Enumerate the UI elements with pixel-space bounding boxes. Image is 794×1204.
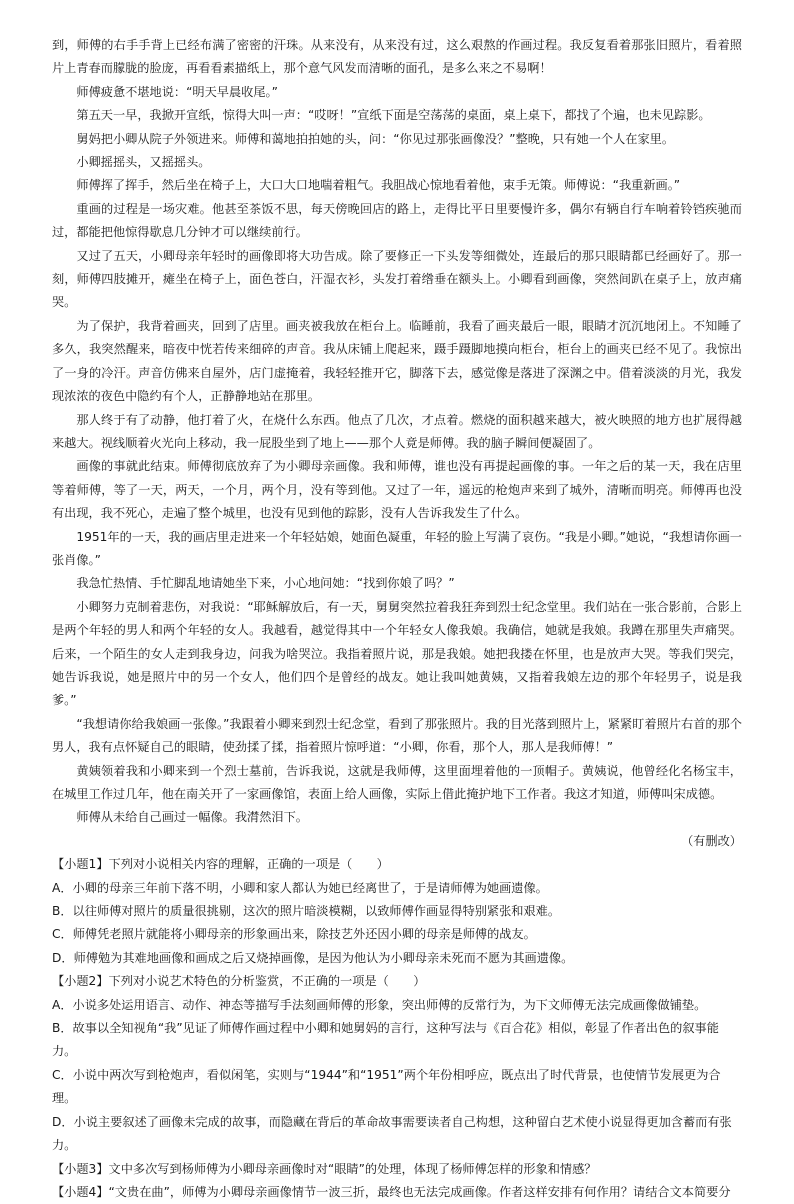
story-paragraph: 师傅疲惫不堪地说：“明天早晨收尾。” xyxy=(76,84,278,99)
question-block-1 xyxy=(52,853,742,970)
story-paragraph: 第五天一早，我掀开宣纸，惊得大叫一声：“哎呀！”宣纸下面是空荡荡的桌面，桌上桌下，都找了个遍，也未见踪影。 xyxy=(76,108,711,123)
question-option: C．小说中两次写到枪炮声，看似闲笔，实则与“1944”和“1951”两个年份相呼应，既点出了时代背景，也使情节发展更为合理。 xyxy=(52,1067,721,1106)
question-option: A．小卿的母亲三年前下落不明，小卿和家人都认为她已经离世了，于是请师傅为她画遗像。 xyxy=(52,880,548,895)
question-option: A．小说多处运用语言、动作、神态等描写手法刻画师傅的形象，突出师傅的反常行为，为下文师傅无法完成画像做铺垫。 xyxy=(52,997,707,1012)
question-option: B．以往师傅对照片的质量很挑剔，这次的照片暗淡模糊，以致师傅作画显得特别紧张和艰难。 xyxy=(52,904,561,919)
story-paragraph: 那人终于有了动静，他打着了火，在烧什么东西。他点了几次，才点着。燃烧的面积越来越大，被火映照的地方也扩展得越来越大。视线顺着火光向上移动，我一屁股坐到了地上——那个人竟是师傅。我的脑子瞬间便凝固了。 xyxy=(52,412,742,450)
question-block-3 xyxy=(52,1158,742,1181)
story-paragraph: 师傅从未给自己画过一幅像。我潸然泪下。 xyxy=(76,810,308,825)
story-paragraph: 黄姨领着我和小卿来到一个烈士墓前，告诉我说，这就是我师傅，这里面埋着他的一顶帽子。黄姨说，他曾经化名杨宝丰，在城里工作过几年，他在南关开了一家画像馆，表面上给人画像，实际上借此掩护地下工作者。我这才知道，师傅叫宋成德。 xyxy=(52,763,742,801)
question-option: C．师傅凭老照片就能将小卿母亲的形象画出来，除技艺外还因小卿的母亲是师傅的战友。 xyxy=(52,927,536,942)
story-paragraph: 小卿摇摇头，又摇摇头。 xyxy=(76,155,211,170)
question-block-4 xyxy=(52,1181,742,1204)
question-option: D．小说主要叙述了画像未完成的故事，而隐藏在背后的革命故事需要读者自己构想，这种留白艺术使小说显得更加含蓄而有张力。 xyxy=(52,1114,732,1153)
story-paragraph: 舅妈把小卿从院子外领进来。师傅和蔼地拍拍她的头，问：“你见过那张画像没？”整晚，只有她一个人在家里。 xyxy=(76,131,675,146)
story-text xyxy=(52,34,742,853)
question-stem: 【小题3】文中多次写到杨师傅为小卿母亲画像时对“眼睛”的处理，体现了杨师傅怎样的形象和情感？ xyxy=(52,1161,597,1176)
story-paragraph: 我急忙热情、手忙脚乱地请她坐下来，小心地问她：“找到你娘了吗？” xyxy=(76,576,455,591)
question-option: B．故事以全知视角“我”见证了师傅作画过程中小卿和她舅妈的言行，这种写法与《百合花》相似，彰显了作者出色的叙事能力。 xyxy=(52,1021,719,1059)
story-paragraph: 重画的过程是一场灾难。他甚至茶饭不思，每天傍晚回店的路上，走得比平日里要慢许多，偶尔有辆自行车响着铃铛疾驰而过，都能把他惊得歇息几分钟才可以继续前行。 xyxy=(52,201,742,240)
question-stem: 【小题1】下列对小说相关内容的理解，正确的一项是（ ） xyxy=(52,857,389,872)
story-paragraph: “我想请你给我娘画一张像。”我跟着小卿来到烈士纪念堂，看到了那张照片。我的目光落到照片上，紧紧盯着照片右首的那个男人，我有点怀疑自己的眼睛，使劲揉了揉，指着照片惊呼道：“小卿，你看，那个人，那人是我师傅！” xyxy=(52,716,742,755)
question-stem: 【小题2】下列对小说艺术特色的分析鉴赏，不正确的一项是（ ） xyxy=(52,974,426,989)
story-paragraph: 1951年的一天，我的画店里走进来一个年轻姑娘，她面色凝重，年轻的脸上写满了哀伤。“我是小卿。”她说，“我想请你画一张肖像。” xyxy=(52,529,742,567)
story-paragraph: 又过了五天，小卿母亲年轻时的画像即将大功告成。除了要修正一下头发等细微处，连最后的那只眼睛都已经画好了。那一刻，师傅四肢摊开，瘫坐在椅子上，面色苍白，汗湿衣衫，头发打着绺垂在额头上。小卿看到画像，突然间趴在桌子上，放声痛哭。 xyxy=(52,248,742,310)
story-paragraph: 小卿努力克制着悲伤，对我说：“耶稣解放后，有一天，舅舅突然拉着我狂奔到烈士纪念堂里。我们站在一张合影前，合影上是两个年轻的男人和两个年轻的女人。我越看，越觉得其中一个年轻女人像我娘。我确信，她就是我娘。我蹲在那里失声痛哭。后来，一个陌生的女人走到我身边，问我为啥哭泣。我指着照片说，那是我娘。她把我搂在怀里，也是放声大哭。等我们哭完，她告诉我说，她是照片中的另一个女人，他们四个是曾经的战友。她让我叫她黄姨，又指着我娘左边的那个年轻男子，说是我爹。” xyxy=(52,599,742,708)
story-paragraph: 为了保护，我背着画夹，回到了店里。画夹被我放在柜台上。临睡前，我看了画夹最后一眼，眼睛才沉沉地闭上。不知睡了多久，我突然醒来，暗夜中恍若传来细碎的声音。我从床铺上爬起来，蹑手蹑脚地摸向柜台，柜台上的画夹已经不见了。我惊出了一身的冷汗。声音仿佛来自屋外，店门虚掩着，我轻轻推开它，脚落下去，感觉像是落进了深渊之中。借着淡淡的月光，我发现浓浓的夜色中隐约有个人，正静静地站在那里。 xyxy=(52,318,742,404)
story-paragraph: 画像的事就此结束。师傅彻底放弃了为小卿母亲画像。我和师傅，谁也没有再提起画像的事。一年之后的某一天，我在店里等着师傅，等了一天，两天，一个月，两个月，没有等到他。又过了一年，遥远的枪炮声来到了城外，清晰而明亮。师傅再也没有出现，我不死心，走遍了整个城里，也没有见到他的踪影，没有人告诉我发生了什么。 xyxy=(52,459,742,521)
story-paragraph-continued: 到，师傅的右手手背上已经布满了密密的汗珠。从来没有，从来没有过，这么艰熬的作画过程。我反复看着那张旧照片，看着照片上青春而朦胧的脸庞，再看看素描纸上，那个意气风发而清晰的面孔，是多么来之不易啊！ xyxy=(52,38,742,76)
question-stem: 【小题4】“文贵在曲”，师傅为小卿母亲画像情节一波三折，最终也无法完成画像。作者这样安排有何作用？请结合文本简要分 xyxy=(52,1184,731,1199)
source-note: （有删改） xyxy=(681,833,742,848)
story-paragraph: 师傅挥了挥手，然后坐在椅子上，大口大口地喘着粗气。我胆战心惊地看着他，束手无策。师傅说：“我重新画。” xyxy=(76,178,681,193)
question-option: D．师傅勉为其难地画像和画成之后又烧掉画像，是因为他认为小卿母亲未死而不愿为其画遗像。 xyxy=(52,950,574,965)
question-block-2 xyxy=(52,970,742,1157)
